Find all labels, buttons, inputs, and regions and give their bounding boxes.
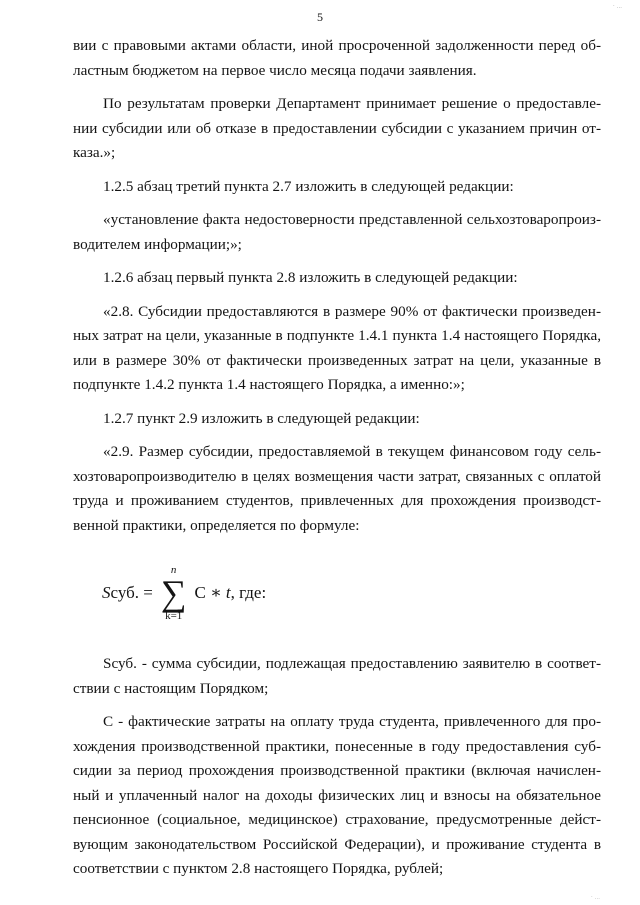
paragraph-continuation: вии с правовыми актами области, иной просроченной задолженности перед областным бюджетом на первое число месяца подачи заявления. — [73, 37, 601, 79]
paragraph-amend-1-2-5: 1.2.5 абзац третий пункта 2.7 изложить в следующей редакции: — [103, 177, 514, 195]
paragraph-amend-1-2-6: 1.2.6 абзац первый пункта 2.8 изложить в следующей редакции: — [103, 269, 518, 286]
subsidy-formula — [102, 548, 601, 638]
sum-lower-limit: k=1 — [165, 610, 183, 622]
paragraph-def-c: С - фактические затраты на оплату труда студента, привлеченного для прохождения производственной практики, понесенные в году предоставления субсидии за период прохождения производственной практики (включая начисленный и уплаченный налог на доходы физических лиц и взносы на обязательное пенсионное (социальное, медицинское) страхование, предусмотренные действующим законодательством Российской Федерации), и проживание студента в соответствии с пунктом 2.8 настоящего Порядка, рублей; — [73, 713, 601, 877]
formula-lhs-symbol: S — [102, 583, 111, 602]
formula-term-c: C ∗ — [194, 583, 222, 602]
formula-term-t: t — [225, 583, 231, 602]
paragraph-quote-1-2-5: «установление факта недостоверности представленной сельхозтоваропроизводителем информации;»; — [73, 211, 601, 253]
paragraph-quote-2-9: «2.9. Размер субсидии, предоставляемой в текущем финансовом году сельхозтоваропроизводителю в целях возмещения части затрат, связанных с оплатой труда и проживанием студентов, привлеченных для прохождения производственной практики, определяется по формуле: — [73, 443, 601, 534]
corner-scan-mark: · ... — [612, 2, 622, 10]
sum-upper-limit: n — [170, 564, 177, 576]
corner-scan-mark-bottom: · ... — [590, 893, 600, 901]
formula-lhs-rest: суб. = — [110, 583, 153, 602]
paragraph-decision: По результатам проверки Департамент принимает решение о предоставлении субсидии или об отказе в предоставлении субсидии с указанием причин отказа.»; — [73, 95, 601, 161]
paragraph-amend-1-2-7: 1.2.7 пункт 2.9 изложить в следующей редакции: — [103, 409, 420, 427]
paragraph-def-s: Sсуб. - сумма субсидии, подлежащая предоставлению заявителю в соответствии с настоящим Порядком; — [73, 655, 601, 697]
paragraph-quote-2-8: «2.8. Субсидии предоставляются в размере 90% от фактически произведенных затрат на цели, указанные в подпункте 1.4.1 пункта 1.4 настоящего Порядка, или в размере 30% от фактически произведенных затрат на цели, указанные в подпункте 1.4.2 пункта 1.4 настоящего Порядка, а именно:»; — [73, 302, 601, 393]
sigma-symbol: ∑ — [160, 573, 187, 613]
page-number: 5 — [317, 10, 323, 24]
document-body — [73, 34, 601, 882]
formula-tail: , где: — [230, 583, 267, 602]
summation — [161, 564, 187, 622]
